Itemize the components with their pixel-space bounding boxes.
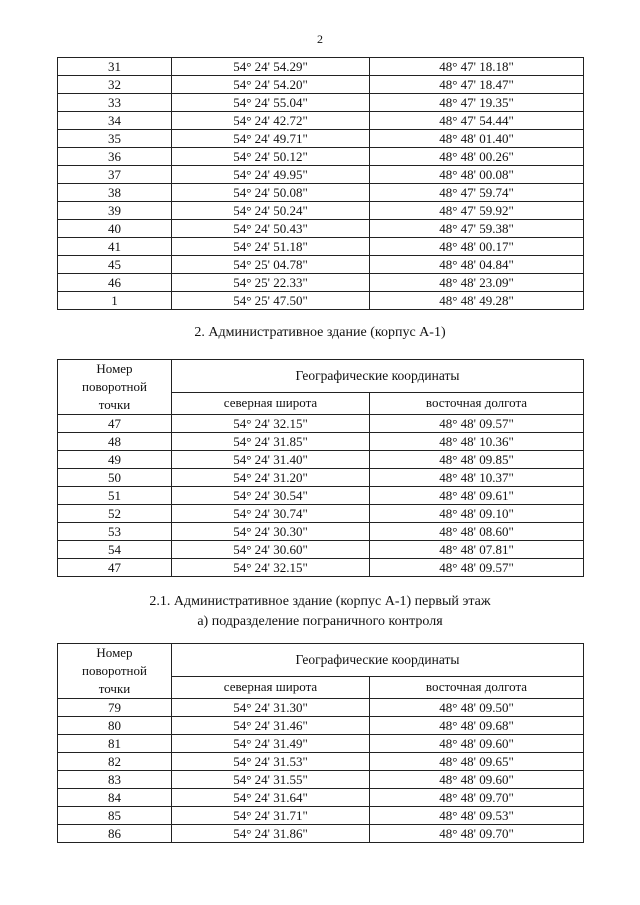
header-longitude: восточная долгота [370, 392, 584, 414]
longitude-cell: 48° 48' 00.17" [370, 238, 584, 256]
latitude-cell: 54° 24' 42.72" [172, 112, 370, 130]
latitude-cell: 54° 24' 30.54" [172, 487, 370, 505]
latitude-cell: 54° 24' 50.08" [172, 184, 370, 202]
section-heading-2-1 [0, 592, 640, 632]
table-body [58, 58, 584, 310]
latitude-cell: 54° 24' 50.12" [172, 148, 370, 166]
header-latitude: северная широта [172, 676, 370, 698]
table-row [58, 238, 584, 256]
coordinates-table-2 [57, 359, 584, 577]
latitude-cell: 54° 24' 30.30" [172, 523, 370, 541]
table-row [58, 274, 584, 292]
latitude-cell: 54° 24' 54.20" [172, 76, 370, 94]
latitude-cell: 54° 25' 22.33" [172, 274, 370, 292]
point-number-cell: 81 [58, 735, 172, 753]
table-row [58, 433, 584, 451]
latitude-cell: 54° 24' 31.55" [172, 771, 370, 789]
table-row [58, 789, 584, 807]
longitude-cell: 48° 48' 09.65" [370, 753, 584, 771]
point-number-cell: 84 [58, 789, 172, 807]
latitude-cell: 54° 24' 31.49" [172, 735, 370, 753]
point-number-cell: 51 [58, 487, 172, 505]
latitude-cell: 54° 24' 31.53" [172, 753, 370, 771]
point-number-cell: 49 [58, 451, 172, 469]
longitude-cell: 48° 48' 49.28" [370, 292, 584, 310]
table-row [58, 505, 584, 523]
point-number-cell: 39 [58, 202, 172, 220]
longitude-cell: 48° 48' 09.60" [370, 735, 584, 753]
table-row [58, 292, 584, 310]
table-row [58, 256, 584, 274]
latitude-cell: 54° 24' 30.60" [172, 541, 370, 559]
table-row [58, 58, 584, 76]
longitude-cell: 48° 47' 18.47" [370, 76, 584, 94]
latitude-cell: 54° 24' 31.46" [172, 717, 370, 735]
table-row [58, 753, 584, 771]
point-number-cell: 36 [58, 148, 172, 166]
heading-line-1: 2.1. Административное здание (корпус А-1) первый этаж [149, 594, 491, 609]
latitude-cell: 54° 24' 31.64" [172, 789, 370, 807]
latitude-cell: 54° 24' 30.74" [172, 505, 370, 523]
longitude-cell: 48° 48' 09.10" [370, 505, 584, 523]
longitude-cell: 48° 47' 54.44" [370, 112, 584, 130]
table-row [58, 807, 584, 825]
point-number-cell: 52 [58, 505, 172, 523]
table-row [58, 717, 584, 735]
point-number-cell: 85 [58, 807, 172, 825]
point-number-cell: 40 [58, 220, 172, 238]
header-latitude: северная широта [172, 392, 370, 414]
latitude-cell: 54° 24' 50.24" [172, 202, 370, 220]
point-number-cell: 33 [58, 94, 172, 112]
latitude-cell: 54° 24' 50.43" [172, 220, 370, 238]
latitude-cell: 54° 24' 31.86" [172, 825, 370, 843]
point-number-cell: 53 [58, 523, 172, 541]
page-number: 2 [317, 32, 323, 46]
point-number-cell: 82 [58, 753, 172, 771]
point-number-cell: 47 [58, 559, 172, 577]
table-body [58, 699, 584, 843]
table-row [58, 699, 584, 717]
latitude-cell: 54° 24' 31.20" [172, 469, 370, 487]
latitude-cell: 54° 24' 31.40" [172, 451, 370, 469]
latitude-cell: 54° 25' 04.78" [172, 256, 370, 274]
table-row [58, 202, 584, 220]
longitude-cell: 48° 48' 07.81" [370, 541, 584, 559]
header-geo-coordinates: Географические координаты [172, 360, 584, 393]
table-row [58, 825, 584, 843]
longitude-cell: 48° 47' 19.35" [370, 94, 584, 112]
latitude-cell: 54° 24' 31.85" [172, 433, 370, 451]
section-heading-2: 2. Административное здание (корпус А-1) [194, 325, 446, 340]
longitude-cell: 48° 48' 09.85" [370, 451, 584, 469]
table-row [58, 487, 584, 505]
point-number-cell: 1 [58, 292, 172, 310]
longitude-cell: 48° 48' 09.68" [370, 717, 584, 735]
longitude-cell: 48° 48' 09.60" [370, 771, 584, 789]
point-number-cell: 86 [58, 825, 172, 843]
coordinates-table-1 [57, 57, 584, 310]
point-number-cell: 41 [58, 238, 172, 256]
longitude-cell: 48° 47' 59.74" [370, 184, 584, 202]
header-geo-coordinates: Географические координаты [172, 644, 584, 677]
longitude-cell: 48° 47' 59.92" [370, 202, 584, 220]
point-number-cell: 32 [58, 76, 172, 94]
latitude-cell: 54° 24' 31.30" [172, 699, 370, 717]
latitude-cell: 54° 24' 32.15" [172, 415, 370, 433]
table-row [58, 94, 584, 112]
longitude-cell: 48° 47' 18.18" [370, 58, 584, 76]
point-number-cell: 48 [58, 433, 172, 451]
point-number-cell: 34 [58, 112, 172, 130]
point-number-cell: 47 [58, 415, 172, 433]
point-number-cell: 79 [58, 699, 172, 717]
longitude-cell: 48° 48' 00.26" [370, 148, 584, 166]
table-row [58, 220, 584, 238]
longitude-cell: 48° 48' 01.40" [370, 130, 584, 148]
point-number-cell: 80 [58, 717, 172, 735]
header-point-number: Номер поворотной точки [58, 644, 172, 699]
longitude-cell: 48° 48' 09.57" [370, 559, 584, 577]
table-row [58, 523, 584, 541]
coordinates-table-3 [57, 643, 584, 843]
point-number-cell: 54 [58, 541, 172, 559]
table-row [58, 541, 584, 559]
point-number-cell: 35 [58, 130, 172, 148]
table-row [58, 735, 584, 753]
longitude-cell: 48° 48' 09.70" [370, 789, 584, 807]
point-number-cell: 45 [58, 256, 172, 274]
table-body [58, 415, 584, 577]
longitude-cell: 48° 48' 08.60" [370, 523, 584, 541]
table-row [58, 112, 584, 130]
latitude-cell: 54° 24' 55.04" [172, 94, 370, 112]
table-row [58, 415, 584, 433]
longitude-cell: 48° 48' 09.50" [370, 699, 584, 717]
table-row [58, 451, 584, 469]
table-row [58, 148, 584, 166]
latitude-cell: 54° 25' 47.50" [172, 292, 370, 310]
latitude-cell: 54° 24' 49.71" [172, 130, 370, 148]
latitude-cell: 54° 24' 51.18" [172, 238, 370, 256]
point-number-cell: 38 [58, 184, 172, 202]
latitude-cell: 54° 24' 49.95" [172, 166, 370, 184]
table-row [58, 771, 584, 789]
table-row [58, 130, 584, 148]
point-number-cell: 46 [58, 274, 172, 292]
latitude-cell: 54° 24' 32.15" [172, 559, 370, 577]
longitude-cell: 48° 48' 23.09" [370, 274, 584, 292]
point-number-cell: 83 [58, 771, 172, 789]
longitude-cell: 48° 48' 09.57" [370, 415, 584, 433]
point-number-cell: 37 [58, 166, 172, 184]
longitude-cell: 48° 48' 09.70" [370, 825, 584, 843]
table-row [58, 559, 584, 577]
longitude-cell: 48° 48' 09.61" [370, 487, 584, 505]
longitude-cell: 48° 48' 09.53" [370, 807, 584, 825]
longitude-cell: 48° 48' 10.36" [370, 433, 584, 451]
longitude-cell: 48° 48' 00.08" [370, 166, 584, 184]
table-row [58, 76, 584, 94]
table-row [58, 166, 584, 184]
header-longitude: восточная долгота [370, 676, 584, 698]
point-number-cell: 31 [58, 58, 172, 76]
longitude-cell: 48° 48' 10.37" [370, 469, 584, 487]
header-point-number: Номер поворотной точки [58, 360, 172, 415]
heading-line-2: а) подразделение пограничного контроля [197, 614, 443, 629]
latitude-cell: 54° 24' 31.71" [172, 807, 370, 825]
table-row [58, 184, 584, 202]
point-number-cell: 50 [58, 469, 172, 487]
longitude-cell: 48° 48' 04.84" [370, 256, 584, 274]
latitude-cell: 54° 24' 54.29" [172, 58, 370, 76]
longitude-cell: 48° 47' 59.38" [370, 220, 584, 238]
table-row [58, 469, 584, 487]
